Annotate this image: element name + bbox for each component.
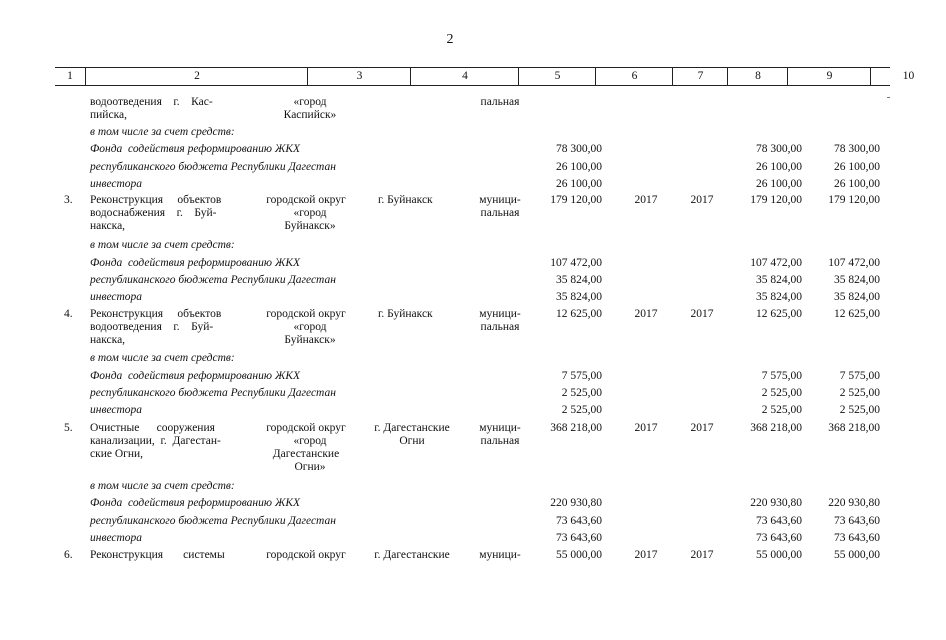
municipality-line: городской округ [266,308,346,320]
funding-amount-c10: 7 575,00 [839,370,880,382]
row-number: 4. [64,308,73,320]
funding-amount-c9: 73 643,60 [756,532,802,544]
cost-c9: 55 000,00 [756,549,802,561]
cost-c9: 179 120,00 [750,194,802,206]
row-number: 5. [64,422,73,434]
funding-amount-c9: 2 525,00 [761,387,802,399]
municipality-line: городской округ [266,194,346,206]
funding-amount-c6: 2 525,00 [561,404,602,416]
funding-amount-c9: 73 643,60 [756,515,802,527]
header-col-6: 6 [595,68,673,85]
funding-amount-c9: 35 824,00 [756,291,802,303]
municipality-line: Огни» [294,461,326,473]
municipality-line: городской округ [266,422,346,434]
year-end: 2017 [690,194,714,206]
funding-amount-c6: 78 300,00 [556,143,602,155]
municipality-line: Буйнакск» [284,334,336,346]
funding-amount-c9: 220 930,80 [750,497,802,509]
funding-amount-c10: 26 100,00 [834,161,880,173]
funding-amount-c10: 107 472,00 [828,257,880,269]
object-name-line: накска, [90,220,126,232]
funding-amount-c10: 26 100,00 [834,178,880,190]
row-number: 6. [64,549,73,561]
cost-c10: 179 120,00 [828,194,880,206]
page-number: 2 [446,32,454,47]
locality: г. Буйнакск [378,308,433,320]
funding-amount-c6: 35 824,00 [556,274,602,286]
header-col-9: 9 [787,68,871,85]
funding-amount-c6: 7 575,00 [561,370,602,382]
funding-amount-c6: 107 472,00 [550,257,602,269]
funding-amount-c9: 7 575,00 [761,370,802,382]
ownership-line: пальная [480,321,520,333]
table-header [55,67,915,86]
cost-c10: 368 218,00 [828,422,880,434]
cost-c6: 368 218,00 [550,422,602,434]
funding-source: республиканского бюджета Республики Дагестан [90,161,336,173]
municipality-line: «город [293,207,327,219]
municipality-line: Буйнакск» [284,220,336,232]
object-name-line: водоотведения г. Кас- [90,96,213,108]
locality-line: г. Дагестанские [374,549,450,561]
funding-amount-c6: 2 525,00 [561,387,602,399]
cost-c9: 12 625,00 [756,308,802,320]
cost-c6: 12 625,00 [556,308,602,320]
funding-label: в том числе за счет средств: [90,352,235,364]
header-col-1: 1 [67,70,73,82]
header-col-2: 2 [85,68,308,85]
funding-amount-c10: 35 824,00 [834,274,880,286]
funding-source: республиканского бюджета Республики Дагестан [90,274,336,286]
ownership-line: муници- [479,422,521,434]
funding-label: в том числе за счет средств: [90,239,235,251]
funding-source: инвестора [90,532,143,544]
object-name-line: Реконструкция объектов [90,194,222,206]
cost-c10: 12 625,00 [834,308,880,320]
header-col-3: 3 [307,68,411,85]
object-name-line: ские Огни, [90,448,144,460]
header-col-7: 7 [672,68,728,85]
funding-amount-c6: 26 100,00 [556,178,602,190]
funding-amount-c10: 2 525,00 [839,387,880,399]
funding-amount-c10: 78 300,00 [834,143,880,155]
year-end: 2017 [690,422,714,434]
funding-amount-c9: 26 100,00 [756,178,802,190]
year-start: 2017 [634,422,658,434]
funding-label: в том числе за счет средств: [90,126,235,138]
header-col-5: 5 [518,68,596,85]
funding-amount-c6: 73 643,60 [556,532,602,544]
funding-source: Фонда содействия реформированию ЖКХ [90,257,301,269]
municipality-line: Каспийск» [283,109,337,121]
margin-mark [887,97,890,98]
header-col-4: 4 [410,68,519,85]
funding-source: инвестора [90,291,143,303]
cost-c9: 368 218,00 [750,422,802,434]
ownership-line: пальная [480,96,520,108]
object-name-line: водоотведения г. Буй- [90,321,214,333]
municipality-line: городской округ [266,549,346,561]
header-col-8: 8 [727,68,788,85]
funding-source: республиканского бюджета Республики Дагестан [90,515,336,527]
funding-amount-c10: 73 643,60 [834,532,880,544]
year-end: 2017 [690,308,714,320]
municipality-line: «город [293,435,327,447]
cost-c10: 55 000,00 [834,549,880,561]
funding-source: инвестора [90,178,143,190]
object-name-line: Очистные сооружения [90,422,215,434]
funding-label: в том числе за счет средств: [90,480,235,492]
locality: г. Буйнакск [378,194,433,206]
funding-source: инвестора [90,404,143,416]
cost-c6: 55 000,00 [556,549,602,561]
funding-source: Фонда содействия реформированию ЖКХ [90,143,301,155]
year-end: 2017 [690,549,714,561]
funding-amount-c6: 26 100,00 [556,161,602,173]
ownership-line: муници- [479,194,521,206]
ownership-line: пальная [480,435,520,447]
object-name-line: Реконструкция объектов [90,308,222,320]
funding-source: республиканского бюджета Республики Дагестан [90,387,336,399]
ownership-line: муници- [479,308,521,320]
object-name-line: накска, [90,334,126,346]
locality-line: Огни [399,435,425,447]
header-col-10: 10 [870,68,946,85]
funding-amount-c9: 2 525,00 [761,404,802,416]
funding-amount-c9: 107 472,00 [750,257,802,269]
funding-amount-c10: 2 525,00 [839,404,880,416]
year-start: 2017 [634,194,658,206]
funding-amount-c9: 35 824,00 [756,274,802,286]
object-name-line: Реконструкция системы [90,549,225,561]
cost-c6: 179 120,00 [550,194,602,206]
funding-amount-c9: 78 300,00 [756,143,802,155]
funding-amount-c6: 35 824,00 [556,291,602,303]
object-name-line: водоснабжения г. Буй- [90,207,217,219]
object-name-line: канализации, г. Дагестан- [90,435,221,447]
municipality-line: «город [293,321,327,333]
funding-source: Фонда содействия реформированию ЖКХ [90,370,301,382]
funding-amount-c9: 26 100,00 [756,161,802,173]
funding-amount-c10: 220 930,80 [828,497,880,509]
year-start: 2017 [634,549,658,561]
funding-amount-c10: 73 643,60 [834,515,880,527]
ownership-line: муници- [479,549,521,561]
funding-amount-c10: 35 824,00 [834,291,880,303]
funding-source: Фонда содействия реформированию ЖКХ [90,497,301,509]
municipality-line: «город [293,96,327,108]
municipality-line: Дагестанские [272,448,340,460]
funding-amount-c6: 73 643,60 [556,515,602,527]
row-number: 3. [64,194,73,206]
object-name-line: пийска, [90,109,127,121]
locality-line: г. Дагестанские [374,422,450,434]
ownership-line: пальная [480,207,520,219]
year-start: 2017 [634,308,658,320]
funding-amount-c6: 220 930,80 [550,497,602,509]
